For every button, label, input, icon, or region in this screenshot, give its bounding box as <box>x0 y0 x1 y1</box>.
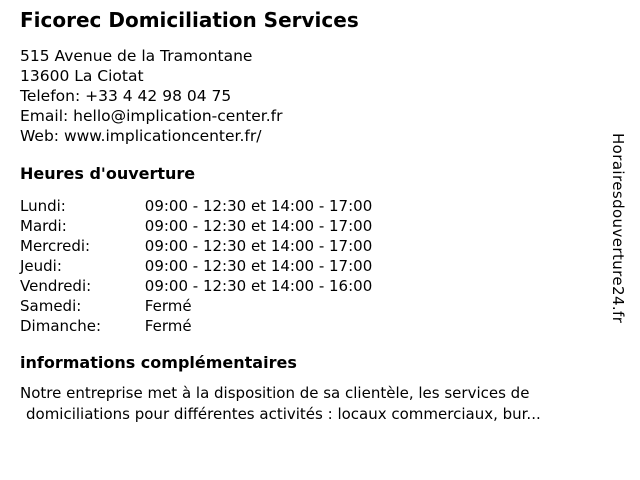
address-line-1: 515 Avenue de la Tramontane <box>20 47 253 65</box>
day-label: Mardi: <box>20 217 67 235</box>
contact-info <box>20 46 282 146</box>
hours-row-vendredi <box>20 276 372 296</box>
website-line: Web: www.implicationcenter.fr/ <box>20 127 262 145</box>
day-label: Lundi: <box>20 197 66 215</box>
day-label: Vendredi: <box>20 277 92 295</box>
info-text-line-1: Notre entreprise met à la disposition de sa clientèle, les services de <box>20 384 530 402</box>
hours-value: Fermé <box>144 297 192 315</box>
hours-row-mardi <box>20 216 372 236</box>
hours-value: Fermé <box>144 317 192 335</box>
day-label: Mercredi: <box>20 237 91 255</box>
hours-value: 09:00 - 12:30 et 14:00 - 17:00 <box>144 197 373 215</box>
day-label: Jeudi: <box>20 257 62 275</box>
hours-row-jeudi <box>20 256 372 276</box>
page-title: Ficorec Domiciliation Services <box>20 8 359 32</box>
opening-hours-table <box>20 196 372 336</box>
hours-row-mercredi <box>20 236 372 256</box>
day-label: Dimanche: <box>20 317 102 335</box>
hours-row-lundi <box>20 196 372 216</box>
info-text-line-2: domiciliations pour différentes activités : locaux commerciaux, bur... <box>26 405 541 423</box>
hours-value: 09:00 - 12:30 et 14:00 - 17:00 <box>144 217 373 235</box>
address-line-2: 13600 La Ciotat <box>20 67 144 85</box>
hours-row-dimanche <box>20 316 372 336</box>
email-line: Email: hello@implication-center.fr <box>20 107 283 125</box>
additional-info-text <box>20 383 541 425</box>
hours-value: 09:00 - 12:30 et 14:00 - 16:00 <box>144 277 373 295</box>
hours-row-samedi <box>20 296 372 316</box>
phone-line: Telefon: +33 4 42 98 04 75 <box>20 87 232 105</box>
day-label: Samedi: <box>20 297 82 315</box>
watermark-site-label: Horairesdouverture24.fr <box>609 133 627 324</box>
hours-value: 09:00 - 12:30 et 14:00 - 17:00 <box>144 237 373 255</box>
opening-hours-heading: Heures d'ouverture <box>20 164 196 183</box>
hours-value: 09:00 - 12:30 et 14:00 - 17:00 <box>144 257 373 275</box>
additional-info-heading: informations complémentaires <box>20 353 297 372</box>
